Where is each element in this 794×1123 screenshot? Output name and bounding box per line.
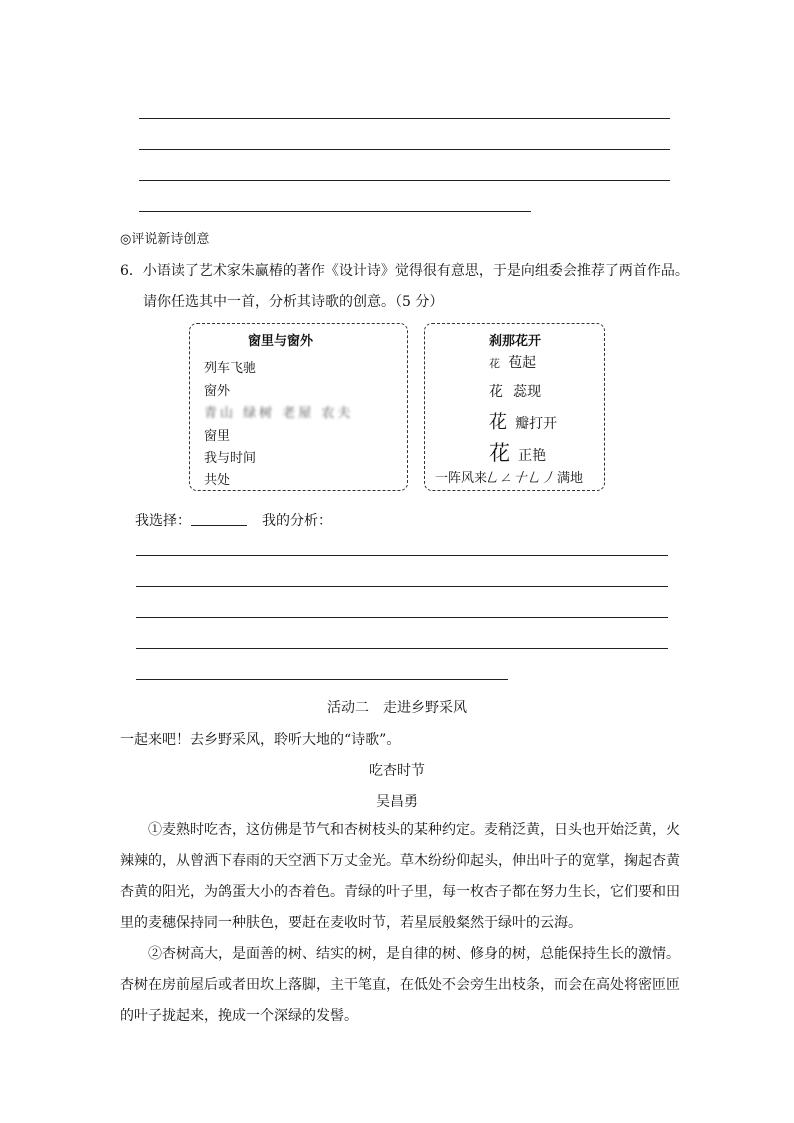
analysis-label: 我的分析： xyxy=(262,513,332,529)
answer-line[interactable] xyxy=(136,586,668,587)
poem-line: 我与时间 xyxy=(204,451,257,466)
intro-text: 一起来吧！去乡野采风，聆听大地的“诗歌”。 xyxy=(120,732,401,748)
blurred-scenery: 青山 绿树 老屋 农夫 xyxy=(204,406,354,421)
essay-author: 吴昌勇 xyxy=(376,794,418,810)
poem-title: 刹那花开 xyxy=(489,334,542,349)
poem-box-window xyxy=(189,323,408,491)
activity-title: 活动二 走进乡野采风 xyxy=(327,700,467,716)
choose-blank[interactable] xyxy=(191,525,247,526)
poem-box-flower xyxy=(424,323,605,491)
wind-line xyxy=(435,467,583,486)
flower-char: 花 xyxy=(489,441,510,465)
flower-row-1 xyxy=(489,352,536,372)
question-line-2: 请你任选其中一首，分析其诗歌的创意。（5 分） xyxy=(143,294,444,310)
flower-text: 正艳 xyxy=(518,448,547,464)
answer-line[interactable] xyxy=(139,211,531,212)
flower-char: 花 xyxy=(489,357,500,370)
flower-row-4 xyxy=(489,437,546,467)
flower-row-2 xyxy=(489,381,541,401)
flower-text: 苞起 xyxy=(508,355,537,371)
answer-line[interactable] xyxy=(139,149,670,150)
answer-line[interactable] xyxy=(136,555,668,556)
question-line-1: 6．小语读了艺术家朱赢椿的著作《设计诗》觉得很有意思，于是向组委会推荐了两首作品。 xyxy=(120,263,689,279)
wind-after: 满地 xyxy=(557,471,584,486)
wind-before: 一阵风来 xyxy=(435,471,488,486)
answer-line[interactable] xyxy=(139,180,670,181)
answer-line[interactable] xyxy=(136,648,668,649)
flower-text: 瓣打开 xyxy=(515,416,558,432)
answer-line[interactable] xyxy=(139,118,670,119)
wind-scatter: 乚ㄥ十乚丿 xyxy=(483,471,560,486)
poem-line: 列车飞驰 xyxy=(204,361,257,376)
section-label: ◎评说新诗创意 xyxy=(120,232,210,247)
poem-title: 窗里与窗外 xyxy=(248,334,314,349)
essay-paragraph-1: ①麦熟时吃杏，这仿佛是节气和杏树枝头的某种约定。麦稍泛黄，日头也开始泛黄，火辣辣的，从曾洒下春雨的天空洒下万丈金光。草木纷纷仰起头，伸出叶子的宽掌，掬起杏黄杏黄的阳光，为鸽蛋大小的杏着色。青绿的叶子里，每一枚杏子都在努力生长，它们要和田里的麦穗保持同一种肤色，要赶在麦收时节，若星辰般粲然于绿叶的云海。 xyxy=(120,822,680,931)
essay-title: 吃杏时节 xyxy=(369,763,425,779)
poem-line-blurred xyxy=(204,402,399,421)
poem-line: 窗外 xyxy=(204,384,231,399)
choose-label: 我选择： xyxy=(135,513,191,529)
answer-line[interactable] xyxy=(136,617,668,618)
essay-paragraph-2: ②杏树高大，是面善的树、结实的树，是自律的树、修身的树，总能保持生长的激情。杏树在房前屋后或者田坎上落脚，主干笔直，在低处不会旁生出枝条，而会在高处将密匝匝的叶子拢起来，挽成一个深绿的发髻。 xyxy=(120,946,680,1024)
answer-line[interactable] xyxy=(136,679,508,680)
flower-char: 花 xyxy=(489,412,507,433)
flower-char: 花 xyxy=(489,384,503,400)
flower-row-3 xyxy=(489,408,557,434)
flower-text: 蕊现 xyxy=(513,384,542,400)
poem-line: 共处 xyxy=(204,473,231,488)
poem-line: 窗里 xyxy=(204,429,231,444)
